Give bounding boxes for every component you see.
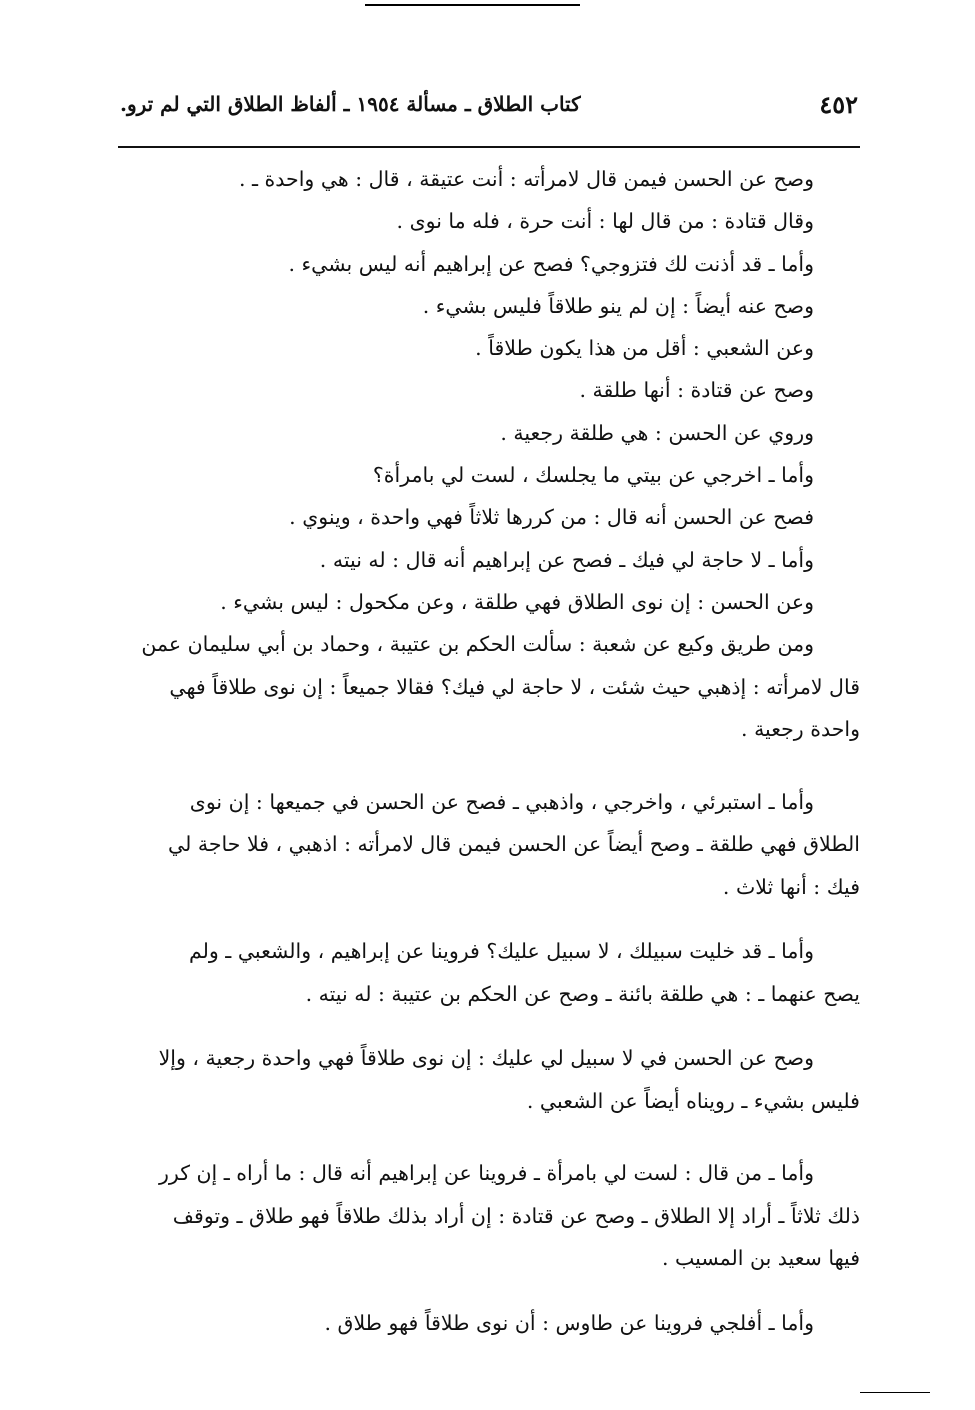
paragraph (118, 1152, 860, 1280)
header-rule (118, 146, 860, 148)
paragraph-line: قال لامرأته : إذهبي حيث شئت ، لا حاجة لي فيك؟ فقالا جميعاً : إن نوى طلاقاً فهي (169, 674, 860, 699)
paragraph-first-line: وأما ـ أفلجي فروينا عن طاوس : أن نوى طلاقاً فهو طلاق . (324, 1310, 814, 1335)
page-number: ٤٥٢ (819, 90, 858, 119)
paragraph-line: يصح عنهما ـ : هي طلقة بائنة ـ وصح عن الحكم بن عتيبة : له نيته . (305, 981, 860, 1006)
paragraph-first-line: وأما ـ قد خليت سبيلك ، لا سبيل عليك؟ فروينا عن إبراهيم ، والشعبي ـ ولم (189, 939, 814, 964)
paragraph-line: ذلك ثلاثاً ـ أراد إلا الطلاق ـ وصح عن قتادة : إن أراد بذلك طلاقاً فهو طلاق ـ وتوقف (172, 1203, 860, 1228)
paragraph-line: الطلاق فهي طلقة ـ وصح أيضاً عن الحسن فيمن قال لامرأته : اذهبي ، فلا حاجة لي (168, 832, 860, 857)
paragraph-line: فيها سعيد بن المسيب . (662, 1246, 860, 1271)
running-head: كتاب الطلاق ـ مسألة ١٩٥٤ ـ ألفاظ الطلاق التي لم ترو. (120, 92, 581, 116)
text-line: وأما ـ قد أذنت لك فتزوجي؟ فصح عن إبراهيم أنه ليس بشيء . (288, 251, 814, 276)
text-line: فصح عن الحسن أنه قال : من كررها ثلاثاً فهي واحدة ، وينوي . (289, 505, 814, 530)
text-line: وصح عنه أيضاً : إن لم ينو طلاقاً فليس بشيء . (422, 293, 814, 318)
text-line: وقال قتادة : من قال لها : أنت حرة ، فله ما نوى . (396, 209, 814, 234)
paragraph (118, 623, 860, 751)
paragraph (118, 1302, 860, 1345)
paragraph-first-line: وأما ـ استبرئي ، واخرجي ، واذهبي ـ فصح عن الحسن في جميعها : إن نوى (189, 789, 814, 814)
paragraph-first-line: ومن طريق وكيع عن شعبة : سألت الحكم بن عتيبة ، وحماد بن أبي سليمان عمن (141, 632, 814, 657)
paragraph (118, 1037, 860, 1122)
text-line: وروي عن الحسن : هي طلقة رجعية . (500, 420, 814, 445)
paragraph (118, 930, 860, 1015)
paragraph-line: واحدة رجعية . (741, 717, 860, 742)
scan-edge-mark-bottom (860, 1392, 930, 1393)
scan-edge-mark-top (365, 4, 580, 6)
text-line: وأما ـ لا حاجة لي فيك ـ فصح عن إبراهيم أنه قال : له نيته . (319, 547, 814, 572)
text-line: وصح عن الحسن فيمن قال لامرأته : أنت عتيقة ، قال : هي واحدة ـ . (238, 167, 814, 191)
paragraph-line: فيك : أنها ثلاث . (722, 874, 860, 899)
paragraph-first-line: وأما ـ من قال : لست لي بامرأة ـ فروينا عن إبراهيم أنه قال : ما أراه ـ إن كرر (158, 1161, 814, 1186)
text-line: وعن الشعبي : أقل من هذا يكون طلاقاً . (475, 336, 814, 361)
paragraph-first-line: وصح عن الحسن في لا سبيل لي عليك : إن نوى طلاقاً فهي واحدة رجعية ، وإلا (158, 1046, 814, 1071)
text-line: وصح عن قتادة : أنها طلقة . (579, 378, 814, 403)
body-text (118, 158, 860, 1344)
page-header (120, 88, 858, 128)
text-line: وأما ـ اخرجي عن بيتي ما يجلسك ، لست لي بامرأة؟ (372, 463, 814, 488)
text-line: وعن الحسن : إن نوى الطلاق فهي طلقة ، وعن مكحول : ليس بشيء . (220, 589, 814, 614)
paragraph-line: فليس بشيء ـ رويناه أيضاً عن الشعبي . (526, 1088, 860, 1113)
paragraph (118, 781, 860, 909)
